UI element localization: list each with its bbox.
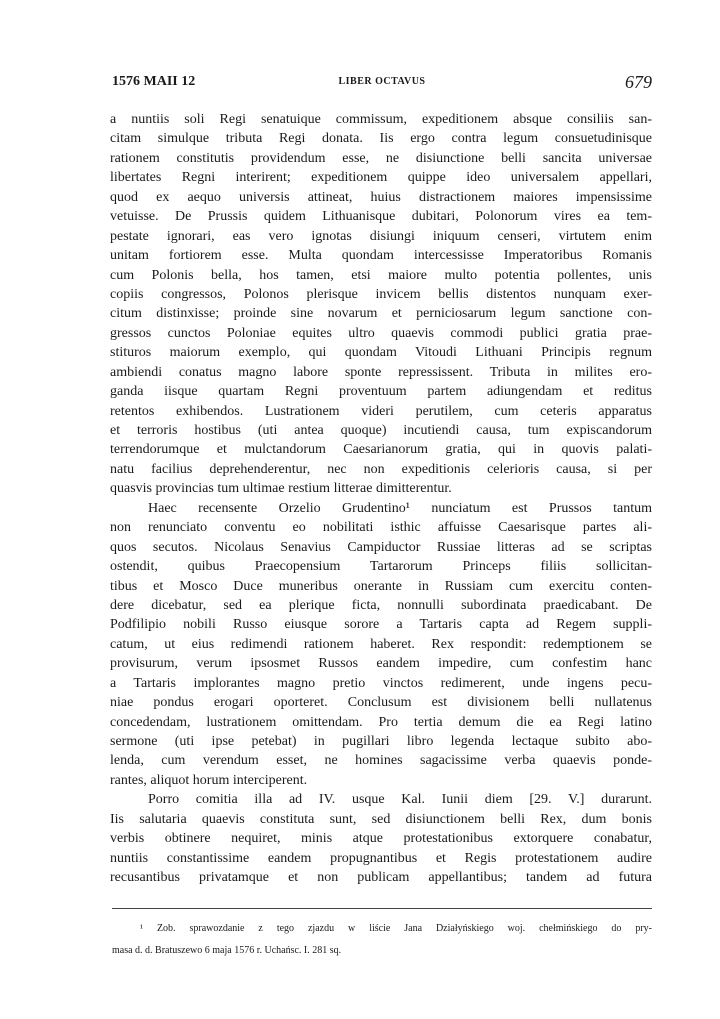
- text-line: quasvis provincias tum ultimae restium litterae dimitterentur.: [110, 481, 452, 497]
- running-header: [112, 72, 652, 96]
- text-line: non renunciato conventu eo nobilitati isthic affuisse Caesarisque partes ali-: [110, 520, 652, 536]
- text-line: vetuisse. De Prussis quidem Lithuanisque dubitari, Polonorum vires ea tem-: [110, 209, 652, 225]
- text-line: unitam fortiorem esse. Multa quondam intercessisse Imperatoribus Romanis: [110, 248, 652, 264]
- text-line: dere dicebatur, sed ea plerique ficta, nonnulli subordinata praedicabant. De: [110, 597, 652, 613]
- text-line: ambiendi conatus magno labore sponte repressissent. Tributa in milites ero-: [110, 364, 652, 380]
- text-line: pestate ignorari, eas vero ignotas disiungi iniquum censeri, virtutem enim: [110, 228, 652, 244]
- text-line: rationem constitutis providendum esse, ne disiunctione belli sancita universae: [110, 150, 652, 166]
- text-line: quos secutos. Nicolaus Senavius Campiductor Russiae litteras ad se scriptas: [110, 539, 652, 555]
- text-line: ostendit, quibus Praecopensium Tartarorum Princeps filiis sollicitan-: [110, 559, 652, 575]
- header-title: LIBER OCTAVUS: [338, 76, 426, 87]
- text-line: lenda, cum verendum esset, ne homines sagacissime verba quaevis ponde-: [110, 753, 652, 769]
- text-line: provisurum, verum ipsosmet Russos eandem impedire, cum confestim hanc: [110, 656, 652, 672]
- text-line: quod ex aequo universis attineat, huius distractionem maiores impensissime: [110, 189, 652, 205]
- text-line: citam simulque tributa Regi donata. Iis ergo contra legum consuetudinisque: [110, 131, 652, 147]
- text-line: rantes, aliquot horum interciperent.: [110, 772, 308, 788]
- text-line: gressos cunctos Poloniae equites ultro quaevis commodi publici gratia prae-: [110, 325, 652, 341]
- text-line: terrendorumque et mulctandorum Caesarianorum gratia, qui in quovis palati-: [110, 442, 652, 458]
- text-line: libertates Regni interirent; expeditionem quippe ideo universalem appellari,: [110, 170, 652, 186]
- text-line: concedendam, lustrationem omittendam. Pro tertia demum die ea Regi latino: [110, 714, 652, 730]
- text-line: citum distinxisse; proinde sine novarum et perniciosarum legum sanctione con-: [110, 306, 652, 322]
- text-line: niae pondus erogari oporteret. Conclusum est divisionem belli nullatenus: [110, 695, 652, 711]
- footnote-line: ¹ Zob. sprawozdanie z tego zjazdu w liście Jana Działyńskiego woj. chełmińskiego do pry-: [140, 923, 652, 934]
- text-line: tibus et Mosco Duce muneribus onerante in Russiam cum exercitu conten-: [110, 578, 652, 594]
- text-line: catum, ut eius redimendi rationem haberet. Rex respondit: redemptionem se: [110, 636, 652, 652]
- footnote-divider: [112, 908, 652, 909]
- text-line: Iis salutaria quaevis constituta sunt, sed disiunctionem belli Rex, dum bonis: [110, 811, 652, 827]
- header-date: 1576 MAII 12: [112, 74, 196, 89]
- text-line: verbis obtinere nequiret, minis atque protestationibus extorquere conabatur,: [110, 831, 652, 847]
- text-line: copiis congressos, Polonos plerisque invicem bellis distentos nunquam exer-: [110, 286, 652, 302]
- text-line: nuntiis constantissime eandem propugnantibus et Regis protestationem audire: [110, 850, 652, 866]
- text-line: a nuntiis soli Regi senatuique commissum, expeditionem absque consiliis san-: [110, 112, 652, 127]
- text-line: sermone (uti ipse petebat) in pugillari libro legenda lectaque subito abo-: [110, 734, 652, 749]
- text-line: cum Polonis bella, hos tamen, etsi maiore multo potentia pollentes, unis: [110, 267, 652, 283]
- text-line: recusantibus privatamque et non publicam appellantibus; tandem ad futura: [110, 870, 652, 886]
- text-line: Porro comitia illa ad IV. usque Kal. Iunii diem [29. V.] durarunt.: [148, 792, 652, 808]
- text-line: Podfilipio nobili Russo eiusque sorore a Tartaris capta ad Regem suppli-: [110, 617, 652, 633]
- text-line: a Tartaris implorantes magno pretio vinctos redimerent, unde ingens pecu-: [110, 675, 652, 691]
- text-line: natu facilius deprehenderentur, nec non expeditionis celerioris causa, si per: [110, 461, 652, 477]
- main-text: [110, 110, 652, 888]
- footnotes: [112, 918, 652, 962]
- text-line: Haec recensente Orzelio Grudentino¹ nunciatum est Prussos tantum: [148, 500, 652, 516]
- text-line: stituros maiorum exemplo, qui quondam Vitoudi Lithuani Principis regnum: [110, 345, 652, 361]
- text-line: et terroris hostibus (uti antea quoque) incutiendi causa, tum expiscandorum: [110, 423, 652, 438]
- text-line: retentos exhibendos. Lustrationem videri perutilem, cum ceteris apparatus: [110, 403, 652, 419]
- page-number: 679: [625, 72, 652, 92]
- footnote-line: masa d. d. Bratuszewo 6 maja 1576 r. Uchańsc. I. 281 sq.: [112, 945, 342, 956]
- text-line: ganda iisque quartam Regni proventuum partem adiungendam et reditus: [110, 384, 652, 400]
